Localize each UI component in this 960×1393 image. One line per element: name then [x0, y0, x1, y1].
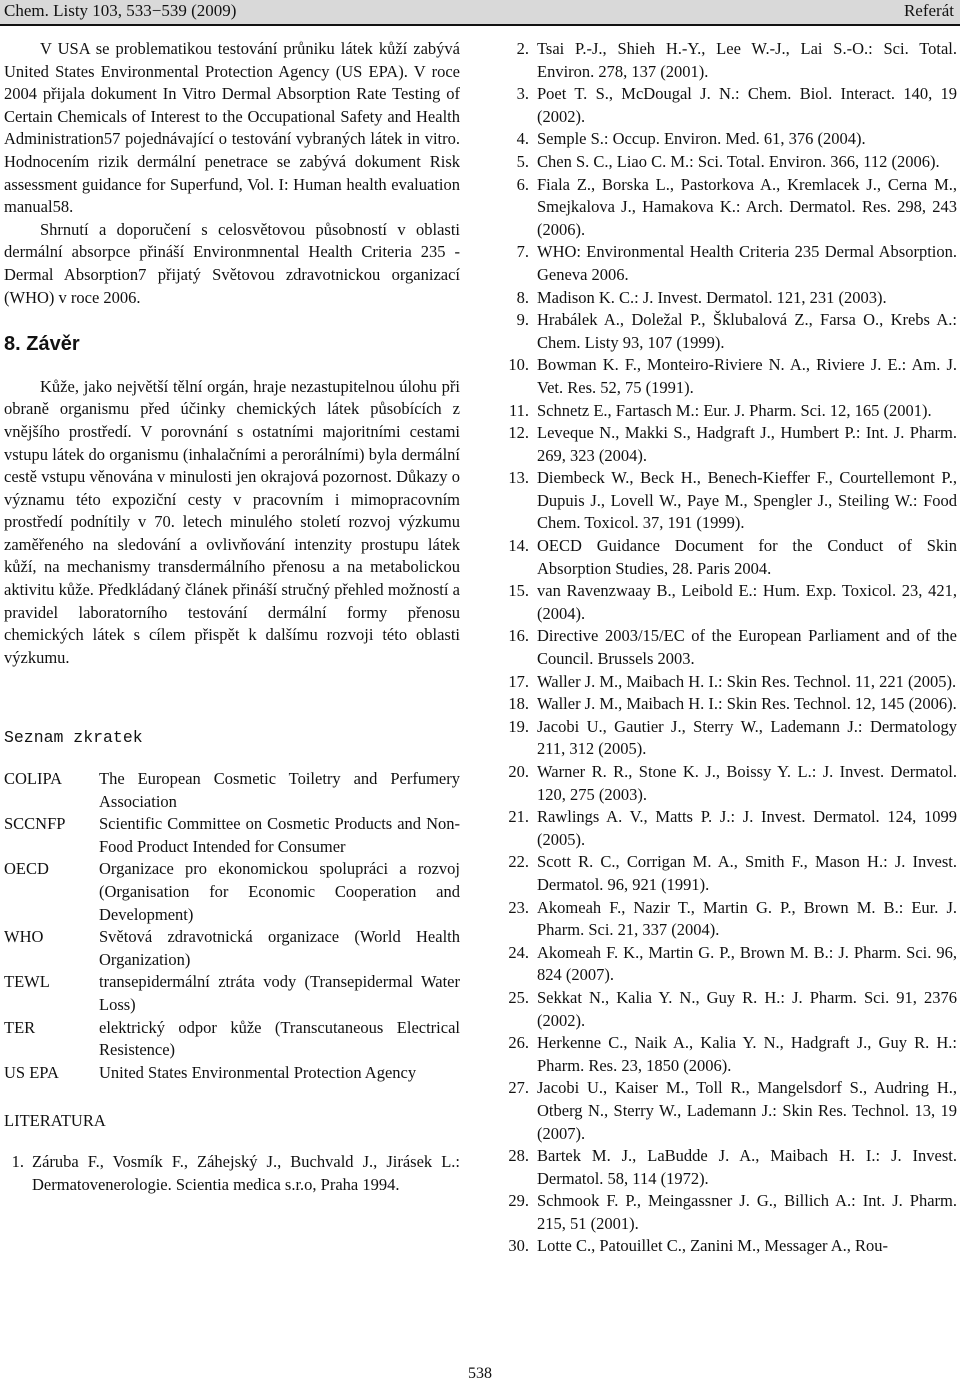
abbreviation-term: SCCNFP [4, 814, 66, 834]
reference-item [501, 806, 957, 851]
reference-text: Akomeah F. K., Martin G. P., Brown M. B.: J. Pharm. Sci. 96, 824 (2007). [537, 942, 957, 985]
abbreviations-list [4, 768, 460, 1084]
reference-text: OECD Guidance Document for the Conduct of Skin Absorption Studies, 28. Paris 2004. [537, 536, 957, 578]
reference-item [501, 897, 957, 942]
reference-text: Waller J. M., Maibach H. I.: Skin Res. Technol. 12, 145 (2006). [537, 694, 957, 714]
reference-number: 1. [11, 1151, 24, 1171]
reference-text: Hrabálek A., Doležal P., Šklubalová Z., Farsa O., Krebs A.: Chem. Listy 93, 107 (1999). [537, 310, 957, 352]
reference-number: 5. [516, 151, 529, 171]
reference-item [501, 287, 957, 310]
reference-item [501, 174, 957, 242]
reference-number: 10. [508, 355, 529, 375]
abbreviation-definition: Organizace pro ekonomickou spolupráci a rozvoj (Organisation for Economic Cooperation and Development) [99, 859, 460, 924]
reference-number: 13. [508, 468, 529, 488]
reference-item [501, 942, 957, 987]
reference-text: Herkenne C., Naik A., Kalia Y. N., Hadgraft J., Guy R. H.: Pharm. Res. 23, 1850 (2006). [537, 1033, 957, 1075]
abbreviation-term: TER [4, 1017, 36, 1037]
reference-item [501, 1190, 957, 1235]
reference-number: 19. [508, 716, 529, 736]
reference-text: Waller J. M., Maibach H. I.: Skin Res. Technol. 11, 221 (2005). [537, 671, 957, 691]
reference-text: Rawlings A. V., Matts P. J.: J. Invest. Dermatol. 124, 1099 (2005). [537, 807, 957, 849]
abbreviation-row [4, 926, 460, 971]
reference-number: 28. [508, 1146, 529, 1166]
page-number: 538 [468, 1365, 492, 1382]
reference-number: 26. [508, 1033, 529, 1053]
reference-list [501, 38, 957, 1258]
abbreviation-row [4, 813, 460, 858]
section-heading-conclusion: 8. Závěr [4, 333, 80, 356]
abbreviation-row [4, 768, 460, 813]
reference-text: Akomeah F., Nazir T., Martin G. P., Brown M. B.: Eur. J. Pharm. Sci. 21, 337 (2004). [537, 897, 957, 940]
reference-item [501, 128, 957, 151]
reference-text: Leveque N., Makki S., Hadgraft J., Humbert P.: Int. J. Pharm. 269, 323 (2004). [537, 423, 957, 465]
reference-number: 11. [508, 400, 529, 420]
reference-item [501, 1032, 957, 1077]
paragraph-conclusion: Kůže, jako největší tělní orgán, hraje nezastupitelnou úlohu při obraně organismu před účinky chemických látek působících z vnějšího prostředí. V porovnání s ostatními majoritními cestami vstupu látek do organismu (inhalačními a perorálními) byla dermální cestě vstupu věnována v minulosti jen okrajová pozornost. Důkazy o významu této expoziční cesty v pracovním i mimopracovním prostředí podnítily v 70. letech minulého století rozvoj výzkumu zaměřeného na sledování a ovlivňování intenzity prostupu látek kůží, na mechanismy transdermálního přenosu a na metabolickou aktivitu kůže. Předkládaný článek přináší stručný přehled možností a pravidel laboratorního testování dermální formy přenosu chemických látek s cílem přispět k dalšímu rozvoji této oblasti výzkumu. [4, 376, 460, 667]
abbreviation-term: US EPA [4, 1062, 59, 1082]
reference-number: 6. [516, 174, 529, 194]
abbreviation-term: OECD [4, 859, 49, 879]
reference-item [501, 1145, 957, 1190]
abbreviation-definition: United States Environmental Protection Agency [99, 1062, 417, 1082]
reference-item [501, 535, 957, 580]
reference-number: 23. [508, 897, 529, 917]
reference-number: 21. [508, 807, 529, 827]
reference-text: Jacobi U., Gautier J., Sterry W., Lademann J.: Dermatology 211, 312 (2005). [537, 716, 957, 759]
reference-number: 7. [516, 242, 529, 262]
right-column [501, 38, 957, 1258]
reference-number: 14. [508, 536, 529, 556]
reference-number: 24. [508, 942, 529, 962]
reference-number: 25. [508, 987, 529, 1007]
reference-text: Poet T. S., McDougal J. N.: Chem. Biol. Interact. 140, 19 (2002). [537, 84, 957, 126]
abbreviation-definition: The European Cosmetic Toiletry and Perfumery Association [99, 769, 460, 811]
left-column [4, 38, 460, 1196]
reference-text: Jacobi U., Kaiser M., Toll R., Mangelsdorf S., Audring H., Otberg N., Sterry W., Lademann J.: Skin Res. Technol. 13, 19 (2007). [537, 1078, 957, 1143]
abbreviation-term: WHO [4, 927, 44, 947]
page-header [0, 0, 960, 26]
reference-text: Bowman K. F., Monteiro-Riviere N. A., Riviere J. E.: Am. J. Vet. Res. 52, 75 (1991). [537, 355, 957, 397]
reference-number: 30. [508, 1236, 529, 1256]
reference-text: Záruba F., Vosmík F., Záhejský J., Buchvald J., Jirásek L.: Dermatovenerologie. Scientia medica s.r.o, Praha 1994. [32, 1151, 460, 1194]
reference-item [501, 422, 957, 467]
abbreviation-row [4, 1017, 460, 1062]
reference-number: 8. [516, 287, 529, 307]
reference-number: 12. [508, 423, 529, 443]
reference-text: Warner R. R., Stone K. J., Boissy Y. L.: J. Invest. Dermatol. 120, 275 (2003). [537, 762, 957, 804]
reference-text: van Ravenzwaay B., Leibold E.: Hum. Exp. Toxicol. 23, 421, (2004). [537, 581, 957, 623]
reference-item [501, 400, 957, 423]
reference-number: 27. [508, 1078, 529, 1098]
reference-text: Schmook F. P., Meingassner J. G., Billich A.: Int. J. Pharm. 215, 51 (2001). [537, 1191, 957, 1233]
abbreviation-term: COLIPA [4, 769, 63, 789]
reference-item [501, 241, 957, 286]
reference-number: 20. [508, 762, 529, 781]
journal-citation: Chem. Listy 103, 533−539 (2009) [4, 1, 237, 20]
abbreviation-definition: elektrický odpor kůže (Transcutaneous Electrical Resistence) [99, 1017, 460, 1060]
reference-item [501, 151, 957, 174]
reference-number: 16. [508, 626, 529, 646]
abbreviation-row [4, 858, 460, 926]
reference-text: Tsai P.-J., Shieh H.-Y., Lee W.-J., Lai S.-O.: Sci. Total. Environ. 278, 137 (2001). [537, 39, 957, 81]
reference-item [501, 1077, 957, 1145]
reference-item [501, 761, 957, 806]
reference-text: Bartek M. J., LaBudde J. A., Maibach H. I.: J. Invest. Dermatol. 58, 114 (1972). [537, 1146, 957, 1188]
reference-number: 17. [508, 671, 529, 691]
reference-item [501, 693, 957, 716]
literature-heading: LITERATURA [4, 1111, 106, 1131]
reference-item [501, 38, 957, 83]
reference-number: 18. [508, 694, 529, 714]
abbreviations-heading: Seznam zkratek [4, 728, 143, 748]
reference-text: Lotte C., Patouillet C., Zanini M., Messager A., Rou- [537, 1236, 889, 1256]
reference-text: Fiala Z., Borska L., Pastorkova A., Kremlacek J., Cerna M., Smejkalova J., Hamakova K.: Arch. Dermatol. Res. 298, 243 (2006). [537, 174, 957, 239]
paragraph-who: Shrnutí a doporučení s celosvětovou působností v oblasti dermální absorpce přináší Environmnental Health Criteria 235 - Dermal Absorption7 přijatý Světovou zdravotnickou organizací (WHO) v roce 2006. [4, 219, 460, 307]
reference-item [501, 1235, 957, 1258]
reference-item [501, 716, 957, 761]
reference-text: Scott R. C., Corrigan M. A., Smith F., Mason H.: J. Invest. Dermatol. 96, 921 (1991). [537, 852, 957, 894]
section-label: Referát [903, 1, 954, 20]
reference-text: WHO: Environmental Health Criteria 235 Dermal Absorption. Geneva 2006. [537, 242, 957, 284]
abbreviation-definition: transepidermální ztráta vody (Transepidermal Water Loss) [99, 972, 460, 1014]
reference-item [501, 671, 957, 694]
reference-item [501, 851, 957, 896]
reference-item [501, 354, 957, 399]
reference-item [501, 467, 957, 535]
reference-item [501, 987, 957, 1032]
reference-item [501, 580, 957, 625]
reference-number: 3. [516, 84, 529, 104]
abbreviation-definition: Světová zdravotnická organizace (World Health Organization) [99, 927, 460, 969]
abbreviation-term: TEWL [4, 972, 50, 992]
reference-text: Sekkat N., Kalia Y. N., Guy R. H.: J. Pharm. Sci. 91, 2376 (2002). [537, 987, 957, 1030]
reference-number: 2. [516, 39, 529, 58]
reference-item [501, 625, 957, 670]
reference-item [4, 1151, 460, 1196]
reference-number: 29. [508, 1191, 529, 1211]
abbreviation-row [4, 971, 460, 1016]
paragraph-us-epa: V USA se problematikou testování průniku látek kůží zabývá United States Environmental Protection Agency (US EPA). V roce 2004 přijala dokument In Vitro Dermal Absorption Rate Testing of Certain Chemicals of Interest to the Occupational Safety and Health Administration57 pojednávající o testování vybraných látek in vitro. Hodnocením rizik dermální penetrace se zabývá dokument Risk assessment guidance for Superfund, Vol. I: Human health evaluation manual58. [4, 39, 460, 217]
reference-number: 9. [516, 310, 529, 330]
abbreviation-row [4, 1062, 460, 1085]
reference-text: Schnetz E., Fartasch M.: Eur. J. Pharm. Sci. 12, 165 (2001). [537, 400, 932, 420]
reference-number: 4. [516, 129, 529, 149]
reference-number: 22. [508, 852, 529, 872]
reference-item [501, 83, 957, 128]
abbreviation-definition: Scientific Committee on Cosmetic Products and Non-Food Product Intended for Consumer [99, 814, 460, 856]
reference-text: Semple S.: Occup. Environ. Med. 61, 376 (2004). [537, 129, 866, 149]
reference-number: 15. [508, 581, 529, 601]
reference-text: Diembeck W., Beck H., Benech-Kieffer F., Courtellemont P., Dupuis J., Lovell W., Paye M., Spengler J., Steiling W.: Food Chem. Toxicol. 37, 191 (1999). [537, 468, 957, 533]
reference-text: Directive 2003/15/EC of the European Parliament and of the Council. Brussels 2003. [537, 626, 957, 669]
reference-text: Chen S. C., Liao C. M.: Sci. Total. Environ. 366, 112 (2006). [537, 151, 940, 171]
reference-text: Madison K. C.: J. Invest. Dermatol. 121, 231 (2003). [537, 287, 887, 307]
reference-item [501, 309, 957, 354]
